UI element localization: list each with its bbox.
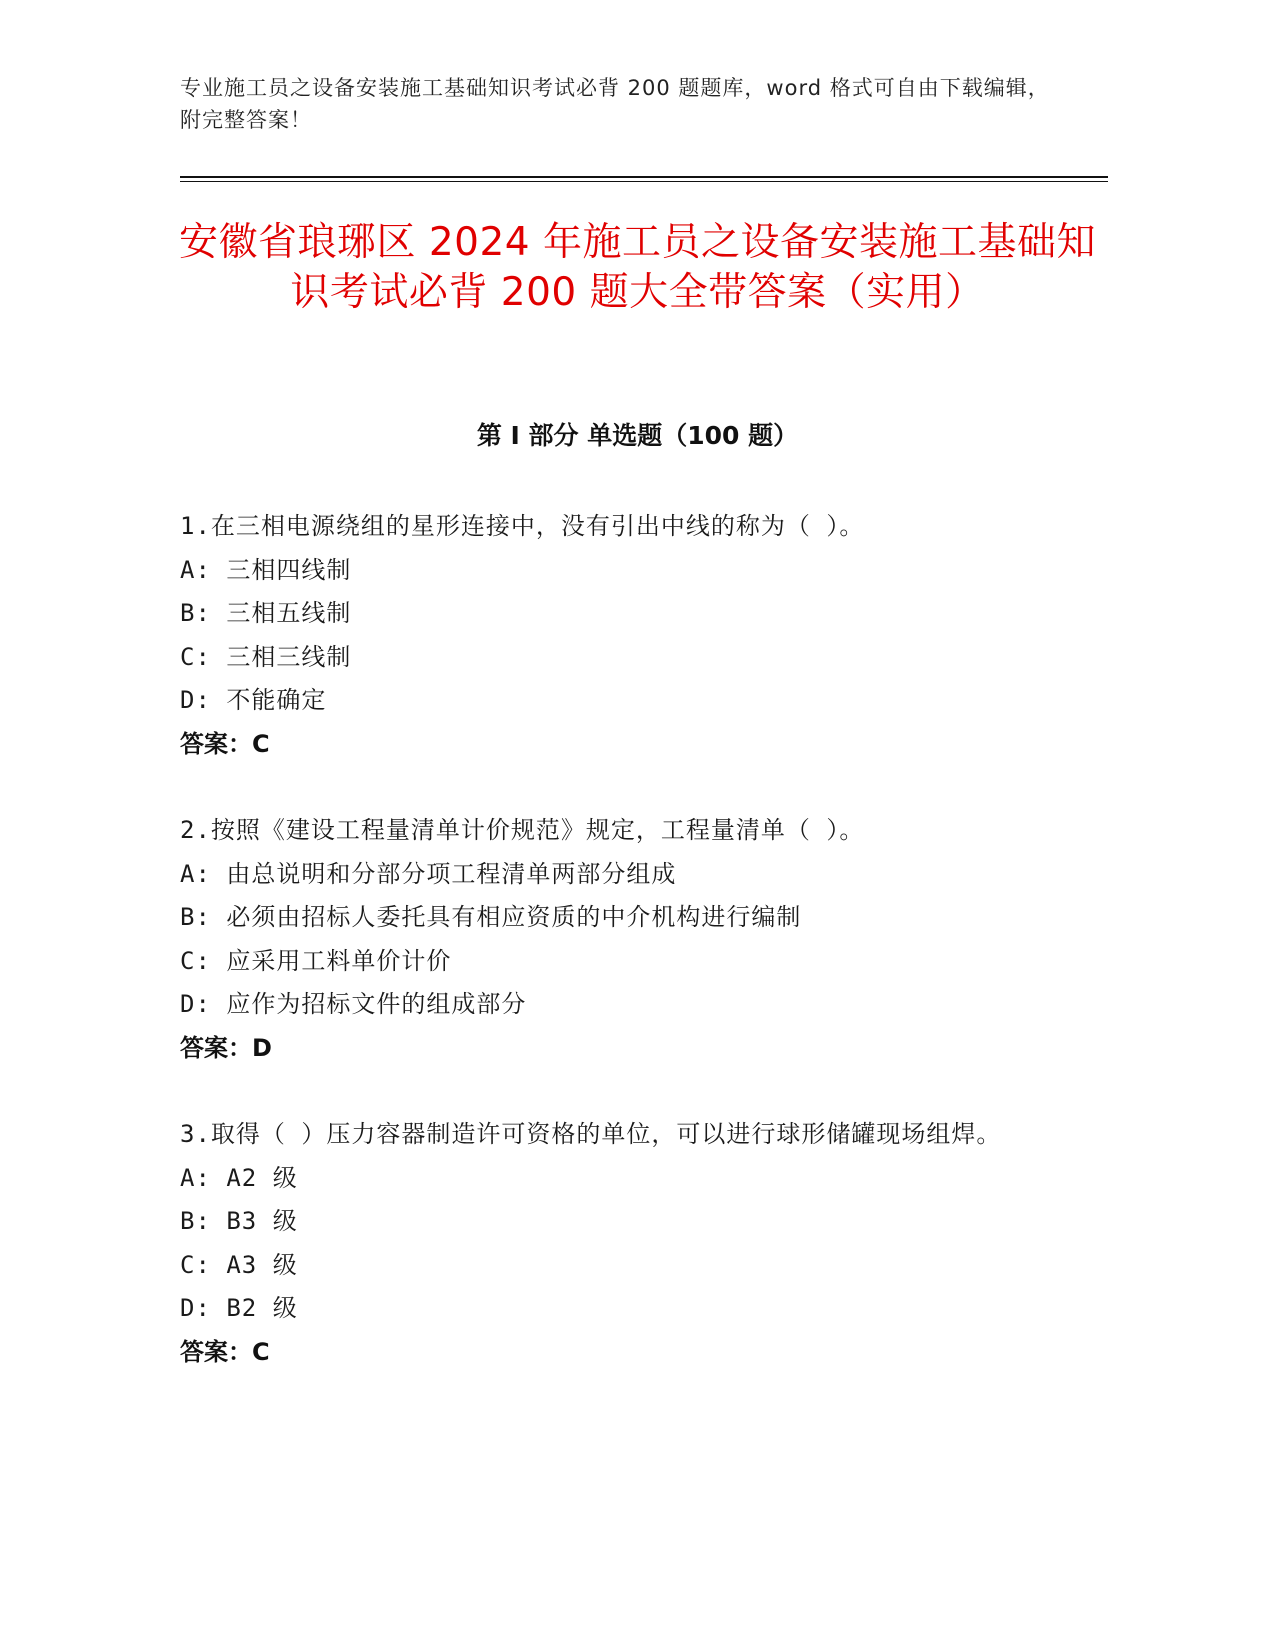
header-note: 专业施工员之设备安装施工基础知识考试必背 200 题题库，word 格式可自由下载编辑，附完整答案！ [180, 76, 1050, 132]
question-3 [180, 1113, 1060, 1374]
option-b: B: 三相五线制 [180, 599, 352, 627]
option-c: C: 应采用工料单价计价 [180, 946, 452, 975]
answer: 答案：C [180, 1337, 270, 1366]
option-d: D: B2 级 [180, 1294, 298, 1322]
question-stem: 3.取得（ ）压力容器制造许可资格的单位，可以进行球形储罐现场组焊。 [180, 1120, 1002, 1148]
option-a: A: A2 级 [180, 1163, 298, 1192]
option-a: A: 三相四线制 [180, 555, 352, 584]
header-divider-thick [180, 176, 1108, 178]
document-title: 安徽省琅琊区 2024 年施工员之设备安装施工基础知识考试必背 200 题大全带答案（实用） [178, 220, 1097, 315]
question-stem: 1.在三相电源绕组的星形连接中，没有引出中线的称为（ ）。 [180, 512, 865, 540]
header-divider-thin [180, 181, 1108, 182]
question-stem: 2.按照《建设工程量清单计价规范》规定，工程量清单（ ）。 [180, 816, 865, 844]
option-b: B: 必须由招标人委托具有相应资质的中介机构进行编制 [180, 903, 802, 931]
answer: 答案：C [180, 729, 270, 758]
option-b: B: B3 级 [180, 1207, 298, 1235]
option-c: C: A3 级 [180, 1250, 298, 1279]
option-a: A: 由总说明和分部分项工程清单两部分组成 [180, 859, 677, 888]
option-d: D: 应作为招标文件的组成部分 [180, 990, 527, 1018]
question-1 [180, 505, 1060, 766]
question-spacer [180, 1070, 1060, 1113]
section-title: 第 I 部分 单选题（100 题） [476, 421, 799, 450]
answer: 答案：D [180, 1033, 272, 1062]
question-spacer [180, 766, 1060, 809]
question-2 [180, 809, 1060, 1070]
question-list [180, 505, 1060, 1374]
option-d: D: 不能确定 [180, 686, 327, 714]
option-c: C: 三相三线制 [180, 642, 352, 671]
